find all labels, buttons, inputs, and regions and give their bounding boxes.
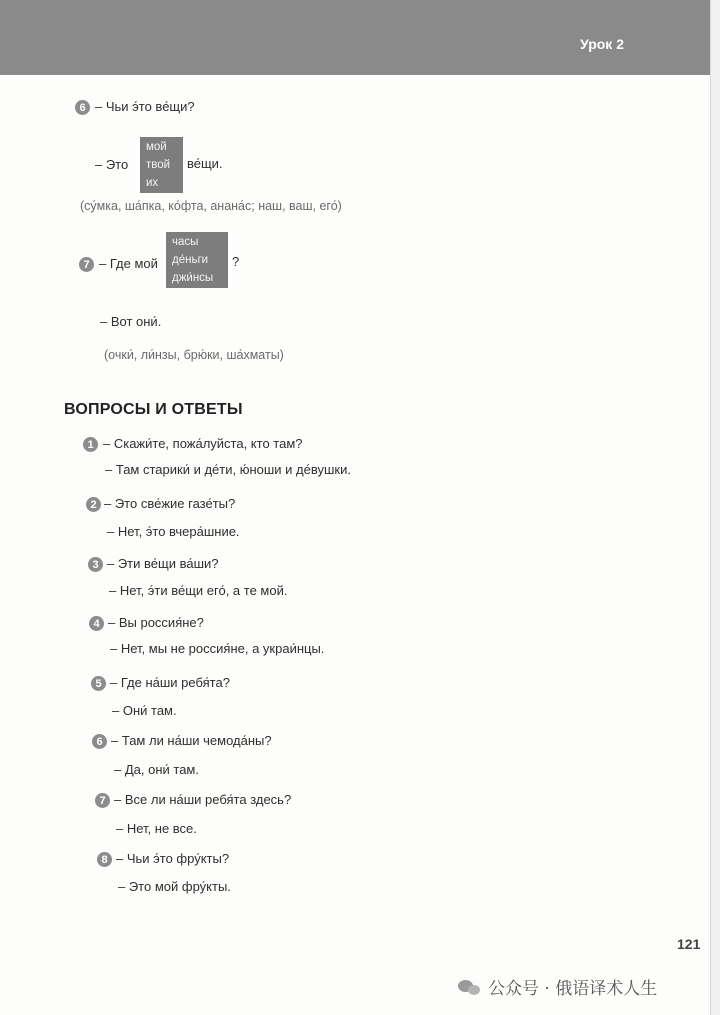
qa-question: – Чьи э́то фру́кты?	[116, 851, 230, 866]
exercise-7-options-box	[166, 232, 228, 288]
exercise-6-answer-suffix: ве́щи.	[187, 156, 223, 171]
qa-question: – Вы россия́не?	[108, 615, 204, 630]
exercise-7-question-prefix: – Где мой	[99, 256, 158, 271]
exercise-6-options-box	[140, 137, 183, 193]
watermark-text: 公众号 · 俄语译术人生	[488, 979, 658, 999]
exercise-7-hint: (очки́, ли́нзы, брю́ки, ша́хматы)	[104, 348, 284, 362]
qa-question: – Эти ве́щи ва́ши?	[107, 556, 219, 571]
option: мой	[146, 141, 167, 153]
qa-number: 6	[92, 734, 107, 749]
qa-number: 3	[88, 557, 103, 572]
qa-number: 4	[89, 616, 104, 631]
option: джи́нсы	[172, 272, 214, 284]
qa-number: 1	[83, 437, 98, 452]
section-title: ВОПРОСЫ И ОТВЕТЫ	[64, 401, 243, 418]
option: часы	[172, 236, 199, 248]
exercise-6-hint: (су́мка, ша́пка, ко́фта, анана́с; наш, ваш, его́)	[80, 199, 342, 213]
exercise-number-7: 7	[79, 257, 94, 272]
qa-number: 5	[91, 676, 106, 691]
qa-question: – Все ли на́ши ребя́та здесь?	[114, 792, 292, 807]
exercise-6-answer-prefix: – Это	[95, 157, 129, 172]
qa-answer: – Нет, не все.	[116, 821, 197, 836]
qa-number: 8	[97, 852, 112, 867]
qa-question: – Где на́ши ребя́та?	[110, 675, 230, 690]
watermark	[458, 974, 657, 999]
option: твой	[146, 159, 171, 171]
qa-number: 2	[86, 497, 101, 512]
option: их	[146, 177, 159, 189]
qa-answer: – Это мой фру́кты.	[118, 879, 231, 894]
qa-question: – Скажи́те, пожа́луйста, кто там?	[103, 436, 303, 451]
qa-answer: – Нет, мы не россия́не, а украи́нцы.	[110, 641, 325, 656]
exercise-7-question-suffix: ?	[232, 254, 240, 269]
qa-answer: – Они́ там.	[112, 703, 177, 718]
wechat-icon	[458, 978, 482, 996]
qa-question: – Там ли на́ши чемода́ны?	[111, 733, 272, 748]
qa-answer: – Нет, э́то вчера́шние.	[107, 524, 240, 539]
page-header-band	[0, 0, 711, 75]
page-number: 121	[677, 936, 701, 952]
exercise-number-6: 6	[75, 100, 90, 115]
exercise-7-answer: – Вот они́.	[100, 314, 162, 329]
qa-answer: – Нет, э́ти ве́щи его́, а те мой.	[109, 583, 288, 598]
page-edge	[710, 0, 720, 1015]
qa-number: 7	[95, 793, 110, 808]
qa-question: – Это све́жие газе́ты?	[104, 496, 236, 511]
qa-answer: – Там старики́ и де́ти, ю́ноши и де́вушки.	[105, 462, 351, 477]
option: де́ньги	[172, 254, 209, 266]
lesson-label: Урок 2	[580, 36, 624, 52]
exercise-6-question: – Чьи э́то ве́щи?	[95, 99, 195, 114]
qa-answer: – Да, они́ там.	[114, 762, 199, 777]
